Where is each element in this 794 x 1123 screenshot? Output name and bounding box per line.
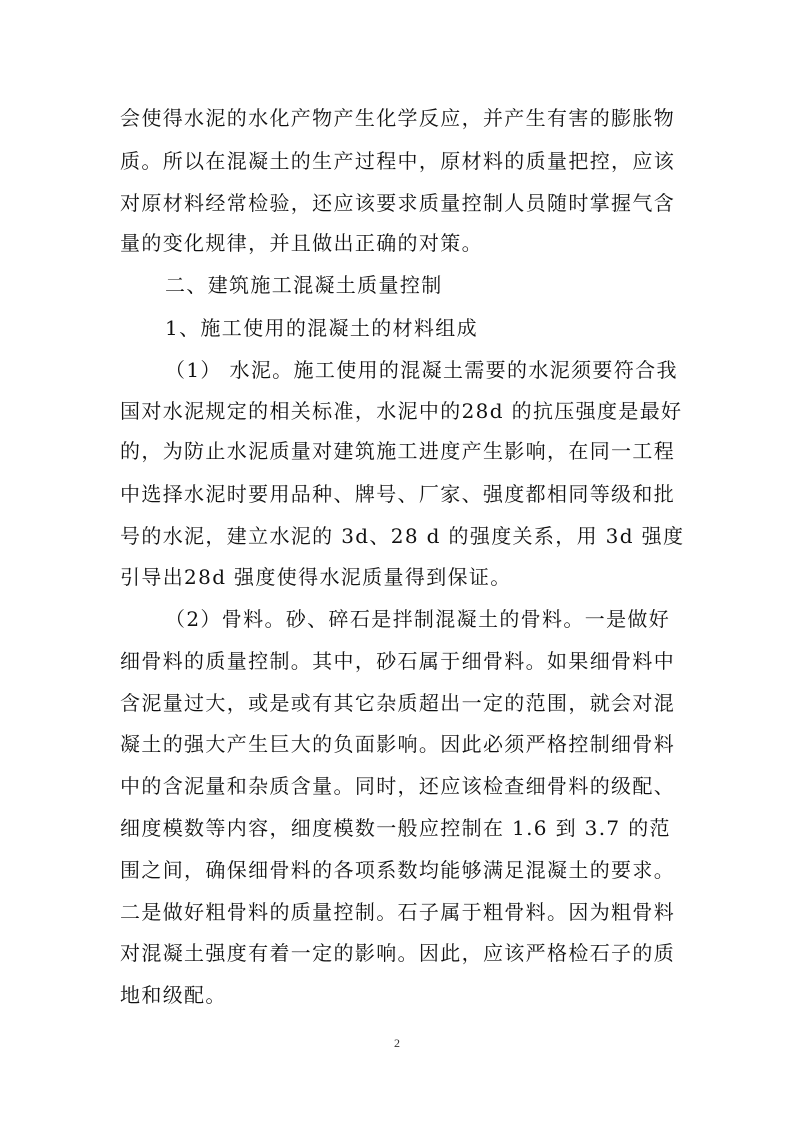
section-heading: 二、建筑施工混凝土质量控制 — [165, 273, 443, 297]
subsection-heading: 1、施工使用的混凝土的材料组成 — [165, 316, 478, 340]
paragraph-line: （2）骨料。砂、碎石是拌制混凝土的骨料。一是做好 — [165, 607, 671, 631]
text-line: 量的变化规律，并且做出正确的对策。 — [120, 231, 483, 255]
paragraph-line: 的，为防止水泥质量对建筑施工进度产生影响，在同一工程 — [120, 439, 676, 463]
paragraph-line: 围之间，确保细骨料的各项系数均能够满足混凝土的要求。 — [120, 858, 676, 882]
paragraph-line: 细度模数等内容，细度模数一般应控制在 1.6 到 3.7 的范 — [120, 816, 671, 840]
paragraph-line: 号的水泥，建立水泥的 3d、28 d 的强度关系，用 3d 强度 — [120, 524, 685, 548]
paragraph-line: 中的含泥量和杂质含量。同时，还应该检查细骨料的级配、 — [120, 774, 676, 798]
paragraph-line: 细骨料的质量控制。其中，砂石属于细骨料。如果细骨料中 — [120, 649, 676, 673]
paragraph-line: 国对水泥规定的相关标准，水泥中的28d 的抗压强度是最好 — [120, 399, 683, 423]
text-line: 会使得水泥的水化产物产生化学反应，并产生有害的膨胀物 — [120, 106, 676, 130]
paragraph-line: 中选择水泥时要用品种、牌号、厂家、强度都相同等级和批 — [120, 482, 676, 506]
paragraph-line: 凝土的强大产生巨大的负面影响。因此必须严格控制细骨料 — [120, 732, 676, 756]
paragraph-line: 二是做好粗骨料的质量控制。石子属于粗骨料。因为粗骨料 — [120, 900, 676, 924]
page-number: 2 — [394, 1036, 400, 1050]
text-line: 对原材料经常检验，还应该要求质量控制人员随时掌握气含 — [120, 191, 676, 215]
text-line: 质。所以在混凝土的生产过程中，原材料的质量把控，应该 — [120, 149, 676, 173]
paragraph-line: 对混凝土强度有着一定的影响。因此，应该严格检石子的质 — [120, 941, 676, 965]
paragraph-line: 引导出28d 强度使得水泥质量得到保证。 — [120, 565, 512, 589]
paragraph-line: 含泥量过大，或是或有其它杂质超出一定的范围，就会对混 — [120, 691, 676, 715]
paragraph-line: （1） 水泥。施工使用的混凝土需要的水泥须要符合我 — [165, 358, 678, 382]
paragraph-line: 地和级配。 — [120, 983, 227, 1007]
